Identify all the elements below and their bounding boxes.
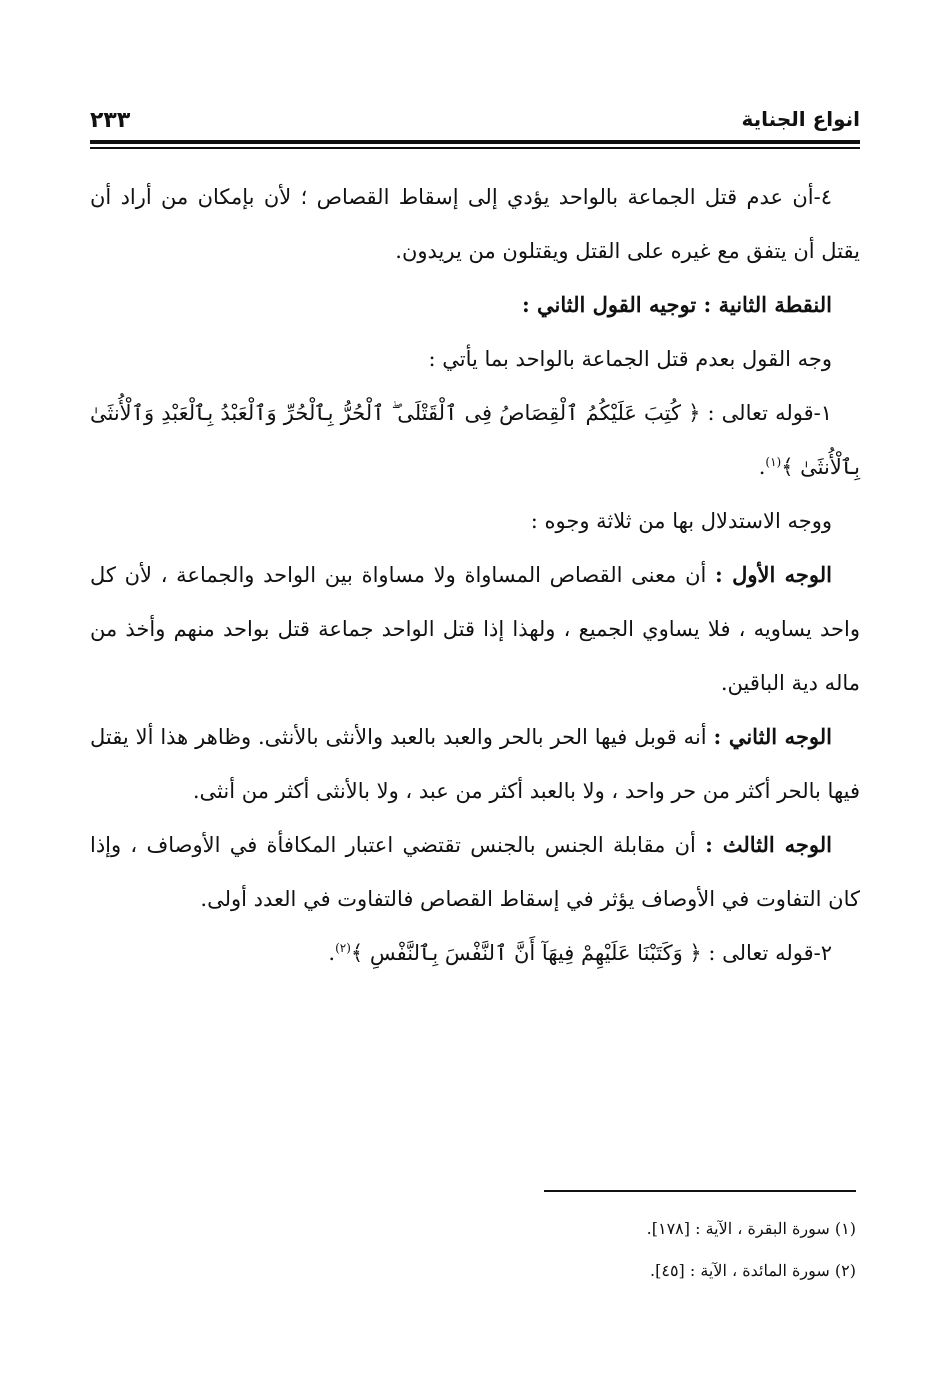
footnote-ref-2: (٢) — [335, 941, 351, 955]
item-1-end: . — [758, 455, 766, 479]
page-header — [90, 100, 860, 140]
paragraph-point-4: ٤-أن عدم قتل الجماعة بالواحد يؤدي إلى إسقاط القصاص ؛ لأن بإمكان من أراد أن يقتل أن يتفق مع غيره على القتل ويقتلون من يريدون. — [90, 185, 860, 263]
face-1-label: الوجه الأول : — [715, 562, 832, 587]
paragraph-face-2 — [90, 710, 860, 818]
footnote-ref-1: (١) — [765, 455, 782, 469]
paragraph-three-faces: ووجه الاستدلال بها من ثلاثة وجوه : — [530, 509, 832, 533]
header-rule-thick — [90, 140, 860, 144]
paragraph-item-1 — [90, 386, 860, 494]
quran-verse-1: ١-قوله تعالى : ﴿ كُتِبَ عَلَيْكُمُ ٱلْقِصَاصُ فِى ٱلْقَتْلَى ۖ ٱلْحُرُّ بِٱلْحُرِّ وَٱلْعَبْدُ بِٱلْعَبْدِ وَٱلْأُنثَىٰ بِٱلْأُنثَىٰ ﴾ — [90, 401, 860, 479]
paragraph-item-2 — [90, 926, 860, 980]
footnote-1: (١) سورة البقرة ، الآية : [١٧٨]. — [646, 1219, 856, 1238]
face-2-label: الوجه الثاني : — [713, 724, 833, 749]
paragraph-face-3 — [90, 818, 860, 926]
quran-verse-2: ٢-قوله تعالى : ﴿ وَكَتَبْنَا عَلَيْهِمْ فِيهَآ أَنَّ ٱلنَّفْسَ بِٱلنَّفْسِ ﴾ — [350, 941, 832, 965]
face-3-label: الوجه الثالث : — [705, 832, 833, 857]
face-2-text: أنه قوبل فيها الحر بالحر والعبد بالعبد والأنثى بالأنثى. وظاهر هذا ألا يقتل فيها بالحر أكثر من حر واحد ، ولا بالعبد أكثر من عبد ، ولا بالأنثى أكثر من أنثى. — [90, 725, 860, 803]
paragraph-intro: وجه القول بعدم قتل الجماعة بالواحد بما يأتي : — [428, 347, 832, 371]
section-heading: النقطة الثانية : توجيه القول الثاني : — [521, 292, 832, 317]
running-title: انواع الجناية — [741, 107, 860, 131]
header-rule-thin — [90, 147, 860, 149]
footnote-2: (٢) سورة المائدة ، الآية : [٤٥]. — [650, 1261, 856, 1280]
face-3-text: أن مقابلة الجنس بالجنس تقتضي اعتبار المكافأة في الأوصاف ، وإذا كان التفاوت في الأوصاف يؤثر في إسقاط القصاص فالتفاوت في العدد أولى. — [90, 833, 860, 911]
face-1-text: أن معنى القصاص المساواة ولا مساواة بين الواحد والجماعة ، لأن كل واحد يساويه ، فلا يساوي الجميع ، ولهذا إذا قتل الواحد جماعة قتل بواحد منهم وأخذ من ماله دية الباقين. — [90, 563, 860, 695]
paragraph-face-1 — [90, 548, 860, 710]
page-number: ٢٣٣ — [90, 108, 131, 133]
footnotes — [256, 1208, 856, 1292]
footnote-separator — [544, 1190, 856, 1192]
item-2-end: . — [328, 941, 336, 965]
main-text — [90, 170, 860, 980]
